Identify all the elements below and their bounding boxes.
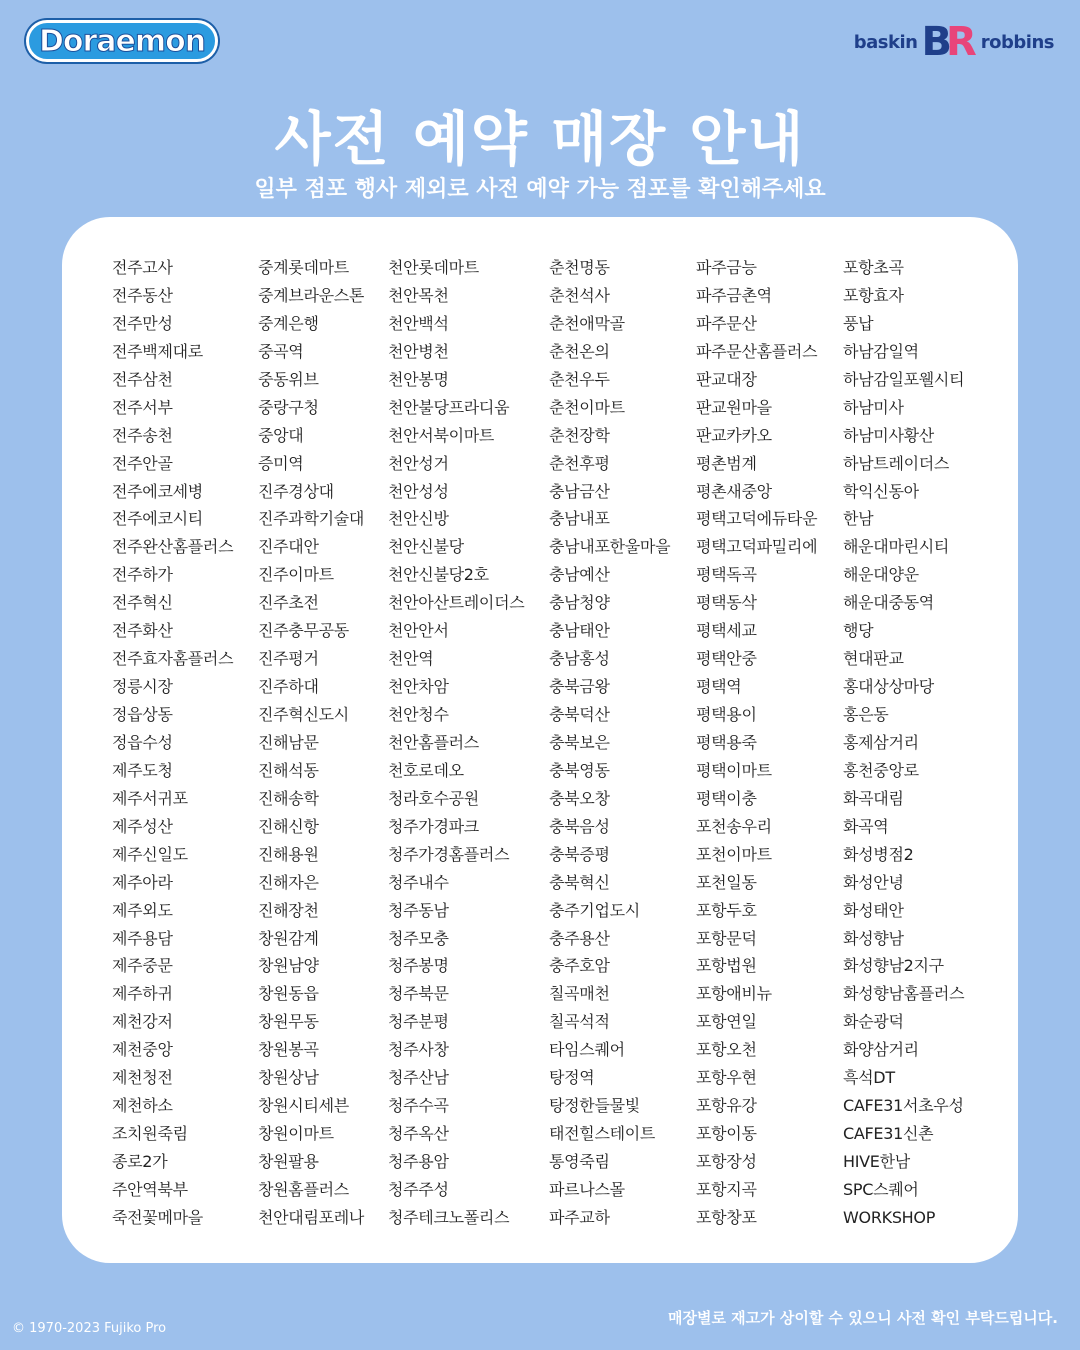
store-name: 천안불당프라디움 xyxy=(388,397,510,417)
store-name: 증미역 xyxy=(258,453,304,473)
store-name: 화양삼거리 xyxy=(843,1040,919,1060)
store-name: 충북보은 xyxy=(549,732,610,752)
store-name: 제주아라 xyxy=(112,872,173,892)
store-name: 청주산남 xyxy=(388,1068,449,1088)
store-name: 전주화산 xyxy=(112,621,173,641)
store-name: 청주북문 xyxy=(388,984,449,1004)
store-name: 청주모충 xyxy=(388,928,449,948)
store-column-5 xyxy=(696,254,817,1232)
store-name: 포항법원 xyxy=(696,956,757,976)
store-name: 평택안중 xyxy=(696,649,757,669)
store-name: 전주완산홈플러스 xyxy=(112,537,234,557)
store-name: SPC스퀘어 xyxy=(843,1179,919,1199)
store-name: 화곡대림 xyxy=(843,788,904,808)
store-name: 포천일동 xyxy=(696,872,757,892)
store-name: 중동위브 xyxy=(258,369,319,389)
store-name: 평촌범계 xyxy=(696,453,757,473)
baskin-logo-word: baskin xyxy=(853,31,918,53)
store-name: 포항장성 xyxy=(696,1152,757,1171)
store-name: 평택고덕에듀타운 xyxy=(696,509,818,529)
store-name: 창원홈플러스 xyxy=(258,1179,349,1199)
store-name: 파주금촌역 xyxy=(696,285,772,305)
store-name: 주안역북부 xyxy=(112,1179,188,1199)
store-name: 진해석동 xyxy=(258,760,319,780)
store-name: 창원이마트 xyxy=(258,1124,334,1144)
store-name: 해운대양운 xyxy=(843,565,919,585)
store-name: 청주봉명 xyxy=(388,956,449,976)
store-name: 평택세교 xyxy=(696,621,757,641)
store-name: 종로2가 xyxy=(112,1152,168,1171)
page-title: 사전 예약 매장 안내 xyxy=(274,105,806,173)
store-name: 평촌새중앙 xyxy=(696,481,772,501)
store-name: 화성향남 xyxy=(843,928,904,948)
store-name: 청주사창 xyxy=(388,1040,449,1060)
stock-notice: 매장별로 재고가 상이할 수 있으니 사전 확인 부탁드립니다. xyxy=(667,1309,1058,1327)
store-name: 중계브라운스톤 xyxy=(258,285,365,305)
store-name: 포항애비뉴 xyxy=(696,984,772,1004)
doraemon-logo xyxy=(26,20,218,62)
store-name: 천안서북이마트 xyxy=(388,425,495,445)
store-name: 파르나스몰 xyxy=(549,1179,625,1199)
store-name: 화순광덕 xyxy=(843,1012,904,1032)
store-name: 파주교하 xyxy=(549,1207,610,1227)
store-name: 청주동남 xyxy=(388,900,449,920)
store-name: 천안롯데마트 xyxy=(388,258,479,277)
store-name: 청주수곡 xyxy=(388,1096,449,1116)
store-name: 제주도청 xyxy=(112,760,173,780)
store-name: 춘천애막골 xyxy=(549,313,625,333)
store-name: 전주에코세병 xyxy=(112,481,203,501)
store-name: 통영죽림 xyxy=(549,1152,610,1171)
store-name: 청주분평 xyxy=(388,1012,449,1032)
store-name: 포항연일 xyxy=(696,1012,757,1032)
store-name: 천안신불당2호 xyxy=(388,565,489,585)
store-name: 화곡역 xyxy=(843,816,889,836)
store-name: 화성안녕 xyxy=(843,872,904,892)
store-name: 홍제삼거리 xyxy=(843,732,919,752)
br-logo-letter-r: R xyxy=(945,19,977,65)
store-name: 전주고사 xyxy=(112,258,173,277)
store-name: 천안목천 xyxy=(388,285,449,305)
store-name: 풍납 xyxy=(843,313,874,333)
store-name: 흑석DT xyxy=(843,1068,895,1088)
store-name: 평택고덕파밀리에 xyxy=(696,537,818,557)
store-name: 포항초곡 xyxy=(843,258,904,277)
store-name: 하남미사황산 xyxy=(843,425,934,445)
store-name: 정읍수성 xyxy=(112,732,173,752)
store-name: 죽전꽃메마을 xyxy=(112,1207,203,1227)
store-name: 충남예산 xyxy=(549,565,610,585)
store-name: 전주만성 xyxy=(112,313,173,333)
store-name: 화성태안 xyxy=(843,900,904,920)
store-name: 충북덕산 xyxy=(549,705,610,724)
store-column-6 xyxy=(843,254,964,1232)
store-name: 진주과학기술대 xyxy=(258,509,365,529)
store-name: 진해송학 xyxy=(258,788,319,808)
br-logo-letter-b: B xyxy=(921,19,952,65)
store-name: 칠곡석적 xyxy=(549,1012,610,1032)
baskin-robbins-logo xyxy=(854,20,1054,64)
store-name: 전주에코시티 xyxy=(112,509,203,529)
store-name: 제주성산 xyxy=(112,816,173,836)
store-name: 창원상남 xyxy=(258,1068,319,1088)
store-name: 포항지곡 xyxy=(696,1179,757,1199)
store-name: 진주초전 xyxy=(258,593,319,613)
store-name: 창원봉곡 xyxy=(258,1040,319,1060)
store-name: 판교원마을 xyxy=(696,397,772,417)
store-name: 진주충무공동 xyxy=(258,621,349,641)
store-name: 제천청전 xyxy=(112,1068,173,1088)
store-name: 천안차암 xyxy=(388,677,449,697)
store-name: 춘천석사 xyxy=(549,285,610,305)
store-name: 충남홍성 xyxy=(549,649,610,669)
store-name: 평택독곡 xyxy=(696,565,757,585)
store-name: 파주문산홈플러스 xyxy=(696,341,818,361)
store-name: 전주백제대로 xyxy=(112,341,203,361)
br-logo-mark xyxy=(921,20,976,64)
store-name: 진해장천 xyxy=(258,900,319,920)
store-name: 충남내포 xyxy=(549,509,610,529)
store-name: 충북오창 xyxy=(549,788,610,808)
store-name: 전주동산 xyxy=(112,285,173,305)
store-name: 천안역 xyxy=(388,649,434,669)
store-name: 청주가경홈플러스 xyxy=(388,844,510,864)
store-name: 화성향남홈플러스 xyxy=(843,984,965,1004)
store-name: 청주내수 xyxy=(388,872,449,892)
store-name: 평택이마트 xyxy=(696,760,772,780)
store-name: 충주용산 xyxy=(549,928,610,948)
store-name: 천안병천 xyxy=(388,341,449,361)
store-name: 중계롯데마트 xyxy=(258,258,349,277)
store-name: 천안신불당 xyxy=(388,537,464,557)
store-name: 청주주성 xyxy=(388,1179,449,1199)
store-name: 파주문산 xyxy=(696,313,757,333)
store-name: 천호로데오 xyxy=(388,760,464,780)
store-name: 조치원죽림 xyxy=(112,1124,188,1144)
store-name: 춘천우두 xyxy=(549,369,610,389)
store-name: 춘천장학 xyxy=(549,425,610,445)
store-name: 춘천이마트 xyxy=(549,397,625,417)
store-name: WORKSHOP xyxy=(843,1207,936,1227)
store-name: 포천이마트 xyxy=(696,844,772,864)
store-name: 충주기업도시 xyxy=(549,900,640,920)
store-name: 홍은동 xyxy=(843,705,889,724)
store-name: 평택역 xyxy=(696,677,742,697)
store-name: 청주옥산 xyxy=(388,1124,449,1144)
store-name: 전주서부 xyxy=(112,397,173,417)
store-name: 충남청양 xyxy=(549,593,610,613)
store-name: 진해남문 xyxy=(258,732,319,752)
store-name: 해운대중동역 xyxy=(843,593,934,613)
store-name: 창원동읍 xyxy=(258,984,319,1004)
store-name: 천안신방 xyxy=(388,509,449,529)
store-name: 홍천중앙로 xyxy=(843,760,919,780)
store-name: 진주경상대 xyxy=(258,481,334,501)
store-name: 포항오천 xyxy=(696,1040,757,1060)
store-column-4 xyxy=(549,254,670,1232)
store-name: 정릉시장 xyxy=(112,677,173,697)
store-name: 충주호암 xyxy=(549,956,610,976)
store-column-2 xyxy=(258,254,364,1232)
robbins-logo-word: robbins xyxy=(980,31,1054,53)
store-name: 춘천명동 xyxy=(549,258,610,277)
store-name: 포항두호 xyxy=(696,900,757,920)
store-name: 홍대상상마당 xyxy=(843,677,934,697)
store-name: 진주대안 xyxy=(258,537,319,557)
store-name: 청주테크노폴리스 xyxy=(388,1207,510,1227)
store-name: 천안안서 xyxy=(388,621,449,641)
store-name: 파주금능 xyxy=(696,258,757,277)
store-name: CAFE31신촌 xyxy=(843,1124,934,1144)
store-name: 전주안골 xyxy=(112,453,173,473)
store-name: 학익신동아 xyxy=(843,481,919,501)
store-name: 제주중문 xyxy=(112,956,173,976)
store-name: 제주하귀 xyxy=(112,984,173,1004)
store-name: 탕정한들물빛 xyxy=(549,1096,640,1116)
store-name: 춘천온의 xyxy=(549,341,610,361)
store-name: 청주용암 xyxy=(388,1152,449,1171)
store-list-card xyxy=(62,217,1018,1263)
store-name: 중앙대 xyxy=(258,425,304,445)
store-name: 하남감일포웰시티 xyxy=(843,369,965,389)
store-name: 전주하가 xyxy=(112,565,173,585)
store-name: 충북증평 xyxy=(549,844,610,864)
store-name: 칠곡매천 xyxy=(549,984,610,1004)
store-name: 충북영동 xyxy=(549,760,610,780)
store-column-3 xyxy=(388,254,524,1232)
store-name: 포천송우리 xyxy=(696,816,772,836)
doraemon-logo-text: Doraemon xyxy=(39,23,206,59)
store-column-1 xyxy=(112,254,233,1232)
store-name: 제천중앙 xyxy=(112,1040,173,1060)
copyright-text: © 1970-2023 Fujiko Pro xyxy=(12,1321,167,1336)
store-name: 해운대마린시티 xyxy=(843,537,950,557)
store-name: 창원감계 xyxy=(258,928,319,948)
store-name: 제주신일도 xyxy=(112,844,188,864)
store-name: 행당 xyxy=(843,621,874,641)
store-name: CAFE31서초우성 xyxy=(843,1096,964,1116)
store-name: 중계은행 xyxy=(258,313,319,333)
store-name: 타임스퀘어 xyxy=(549,1040,625,1060)
store-name: 춘천후평 xyxy=(549,453,610,473)
store-name: 탕정역 xyxy=(549,1068,595,1088)
store-name: 전주송천 xyxy=(112,425,173,445)
store-name: 천안홈플러스 xyxy=(388,732,479,752)
store-name: 제천하소 xyxy=(112,1096,173,1116)
store-name: 충북금왕 xyxy=(549,677,610,697)
store-name: 진주하대 xyxy=(258,677,319,697)
store-name: 평택용죽 xyxy=(696,732,757,752)
store-name: 충남금산 xyxy=(549,481,610,501)
store-name: 창원무동 xyxy=(258,1012,319,1032)
store-name: 제천강저 xyxy=(112,1012,173,1032)
store-name: 제주서귀포 xyxy=(112,788,188,808)
store-name: 천안성성 xyxy=(388,481,449,501)
store-name: 판교대장 xyxy=(696,369,757,389)
store-name: 포항문덕 xyxy=(696,928,757,948)
store-name: 평택용이 xyxy=(696,705,757,724)
store-name: 화성병점2 xyxy=(843,844,914,864)
store-name: 창원시티세븐 xyxy=(258,1096,349,1116)
store-name: 전주삼천 xyxy=(112,369,173,389)
store-name: 평택이충 xyxy=(696,788,757,808)
store-name: 정읍상동 xyxy=(112,705,173,724)
store-name: 천안백석 xyxy=(388,313,449,333)
store-name: 진해용원 xyxy=(258,844,319,864)
store-name: 포항효자 xyxy=(843,285,904,305)
store-name: 현대판교 xyxy=(843,649,904,669)
store-name: 충남내포한울마을 xyxy=(549,537,671,557)
store-name: 충북음성 xyxy=(549,816,610,836)
page-subtitle: 일부 점포 행사 제외로 사전 예약 가능 점포를 확인해주세요 xyxy=(254,177,826,202)
store-name: 청라호수공원 xyxy=(388,788,479,808)
store-name: 충북혁신 xyxy=(549,872,610,892)
store-name: 창원남양 xyxy=(258,956,319,976)
store-name: 포항이동 xyxy=(696,1124,757,1144)
store-name: 한남 xyxy=(843,509,874,529)
store-name: 제주외도 xyxy=(112,900,173,920)
store-name: 창원팔용 xyxy=(258,1152,319,1171)
store-name: 포항창포 xyxy=(696,1207,757,1227)
store-name: 천안청수 xyxy=(388,705,449,724)
store-name: 화성향남2지구 xyxy=(843,956,944,976)
store-name: 전주효자홈플러스 xyxy=(112,649,234,669)
store-name: 청주가경파크 xyxy=(388,816,479,836)
store-name: 태전힐스테이트 xyxy=(549,1124,656,1144)
store-name: 중랑구청 xyxy=(258,397,319,417)
store-name: 제주용담 xyxy=(112,928,173,948)
store-name: 하남트레이더스 xyxy=(843,453,950,473)
store-name: 진해자은 xyxy=(258,872,319,892)
store-name: 진주이마트 xyxy=(258,565,334,585)
store-name: 판교카카오 xyxy=(696,425,772,445)
store-name: 진주평거 xyxy=(258,649,319,669)
store-name: 천안대림포레나 xyxy=(258,1207,365,1227)
store-name: 평택동삭 xyxy=(696,593,757,613)
store-name: 진해신항 xyxy=(258,816,319,836)
store-name: 하남감일역 xyxy=(843,341,919,361)
store-name: 포항유강 xyxy=(696,1096,757,1116)
store-name: 하남미사 xyxy=(843,397,904,417)
store-name: 충남태안 xyxy=(549,621,610,641)
store-name: 중곡역 xyxy=(258,341,304,361)
store-name: 진주혁신도시 xyxy=(258,705,349,724)
store-name: 천안봉명 xyxy=(388,369,449,389)
store-name: 천안아산트레이더스 xyxy=(388,593,525,613)
store-name: 천안성거 xyxy=(388,453,449,473)
store-name: 전주혁신 xyxy=(112,593,173,613)
store-name: 포항우현 xyxy=(696,1068,757,1088)
store-name: HIVE한남 xyxy=(843,1152,910,1171)
